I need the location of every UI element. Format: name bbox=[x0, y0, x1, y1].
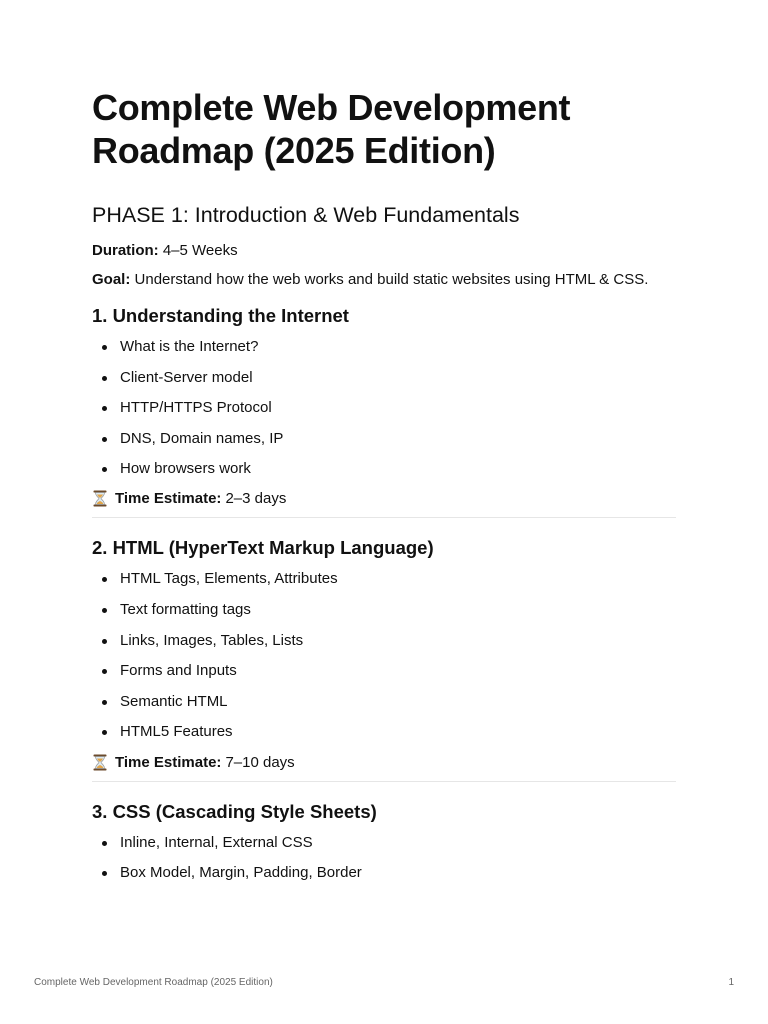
page-number: 1 bbox=[728, 977, 734, 988]
list-item: Forms and Inputs bbox=[92, 660, 676, 681]
section-heading-css: 3. CSS (Cascading Style Sheets) bbox=[92, 800, 377, 822]
list-item: Links, Images, Tables, Lists bbox=[92, 630, 676, 651]
time-estimate-value: 7–10 days bbox=[225, 753, 295, 771]
document-page bbox=[92, 86, 676, 893]
section-list-css bbox=[92, 832, 676, 884]
hourglass-icon bbox=[92, 754, 108, 771]
bullet-icon bbox=[102, 871, 107, 876]
section-list-html bbox=[92, 568, 676, 742]
bullet-icon bbox=[102, 345, 107, 350]
list-item: HTML Tags, Elements, Attributes bbox=[92, 568, 676, 589]
list-item: Text formatting tags bbox=[92, 599, 676, 620]
bullet-icon bbox=[102, 608, 107, 613]
duration-line bbox=[92, 240, 676, 261]
document-title: Complete Web Development Roadmap (2025 Edition) bbox=[92, 87, 571, 171]
bullet-icon bbox=[102, 577, 107, 582]
goal-value: Understand how the web works and build static websites using HTML & CSS. bbox=[134, 271, 649, 288]
section-divider bbox=[92, 517, 676, 518]
bullet-icon bbox=[102, 730, 107, 735]
list-item: Semantic HTML bbox=[92, 691, 676, 712]
time-estimate-label: Time Estimate: bbox=[115, 753, 222, 771]
section-heading-html: 2. HTML (HyperText Markup Language) bbox=[92, 537, 434, 559]
list-item: Client-Server model bbox=[92, 367, 676, 388]
time-estimate-label: Time Estimate: bbox=[115, 490, 222, 508]
section-divider bbox=[92, 781, 676, 782]
list-item: HTML5 Features bbox=[92, 721, 676, 742]
bullet-icon bbox=[102, 376, 107, 381]
bullet-icon bbox=[102, 639, 107, 644]
bullet-icon bbox=[102, 406, 107, 411]
hourglass-icon bbox=[92, 490, 108, 507]
bullet-icon bbox=[102, 700, 107, 705]
page-footer bbox=[34, 977, 734, 988]
bullet-icon bbox=[102, 669, 107, 674]
duration-label: Duration: bbox=[92, 242, 159, 259]
list-item: Box Model, Margin, Padding, Border bbox=[92, 862, 676, 883]
bullet-icon bbox=[102, 841, 107, 846]
section-heading-internet: 1. Understanding the Internet bbox=[92, 305, 349, 326]
list-item: HTTP/HTTPS Protocol bbox=[92, 397, 676, 418]
footer-title: Complete Web Development Roadmap (2025 Edition) bbox=[34, 977, 273, 988]
bullet-icon bbox=[102, 467, 107, 472]
section-list-internet bbox=[92, 336, 676, 479]
duration-value: 4–5 Weeks bbox=[162, 242, 238, 259]
phase-heading: PHASE 1: Introduction & Web Fundamentals bbox=[92, 203, 520, 227]
list-item: What is the Internet? bbox=[92, 336, 676, 357]
goal-line bbox=[92, 269, 676, 290]
time-estimate-value: 2–3 days bbox=[225, 490, 287, 508]
time-estimate-internet bbox=[92, 488, 676, 509]
list-item: Inline, Internal, External CSS bbox=[92, 832, 676, 853]
bullet-icon bbox=[102, 437, 107, 442]
list-item: DNS, Domain names, IP bbox=[92, 428, 676, 449]
list-item: How browsers work bbox=[92, 458, 676, 479]
time-estimate-html bbox=[92, 752, 676, 773]
goal-label: Goal: bbox=[92, 271, 131, 288]
